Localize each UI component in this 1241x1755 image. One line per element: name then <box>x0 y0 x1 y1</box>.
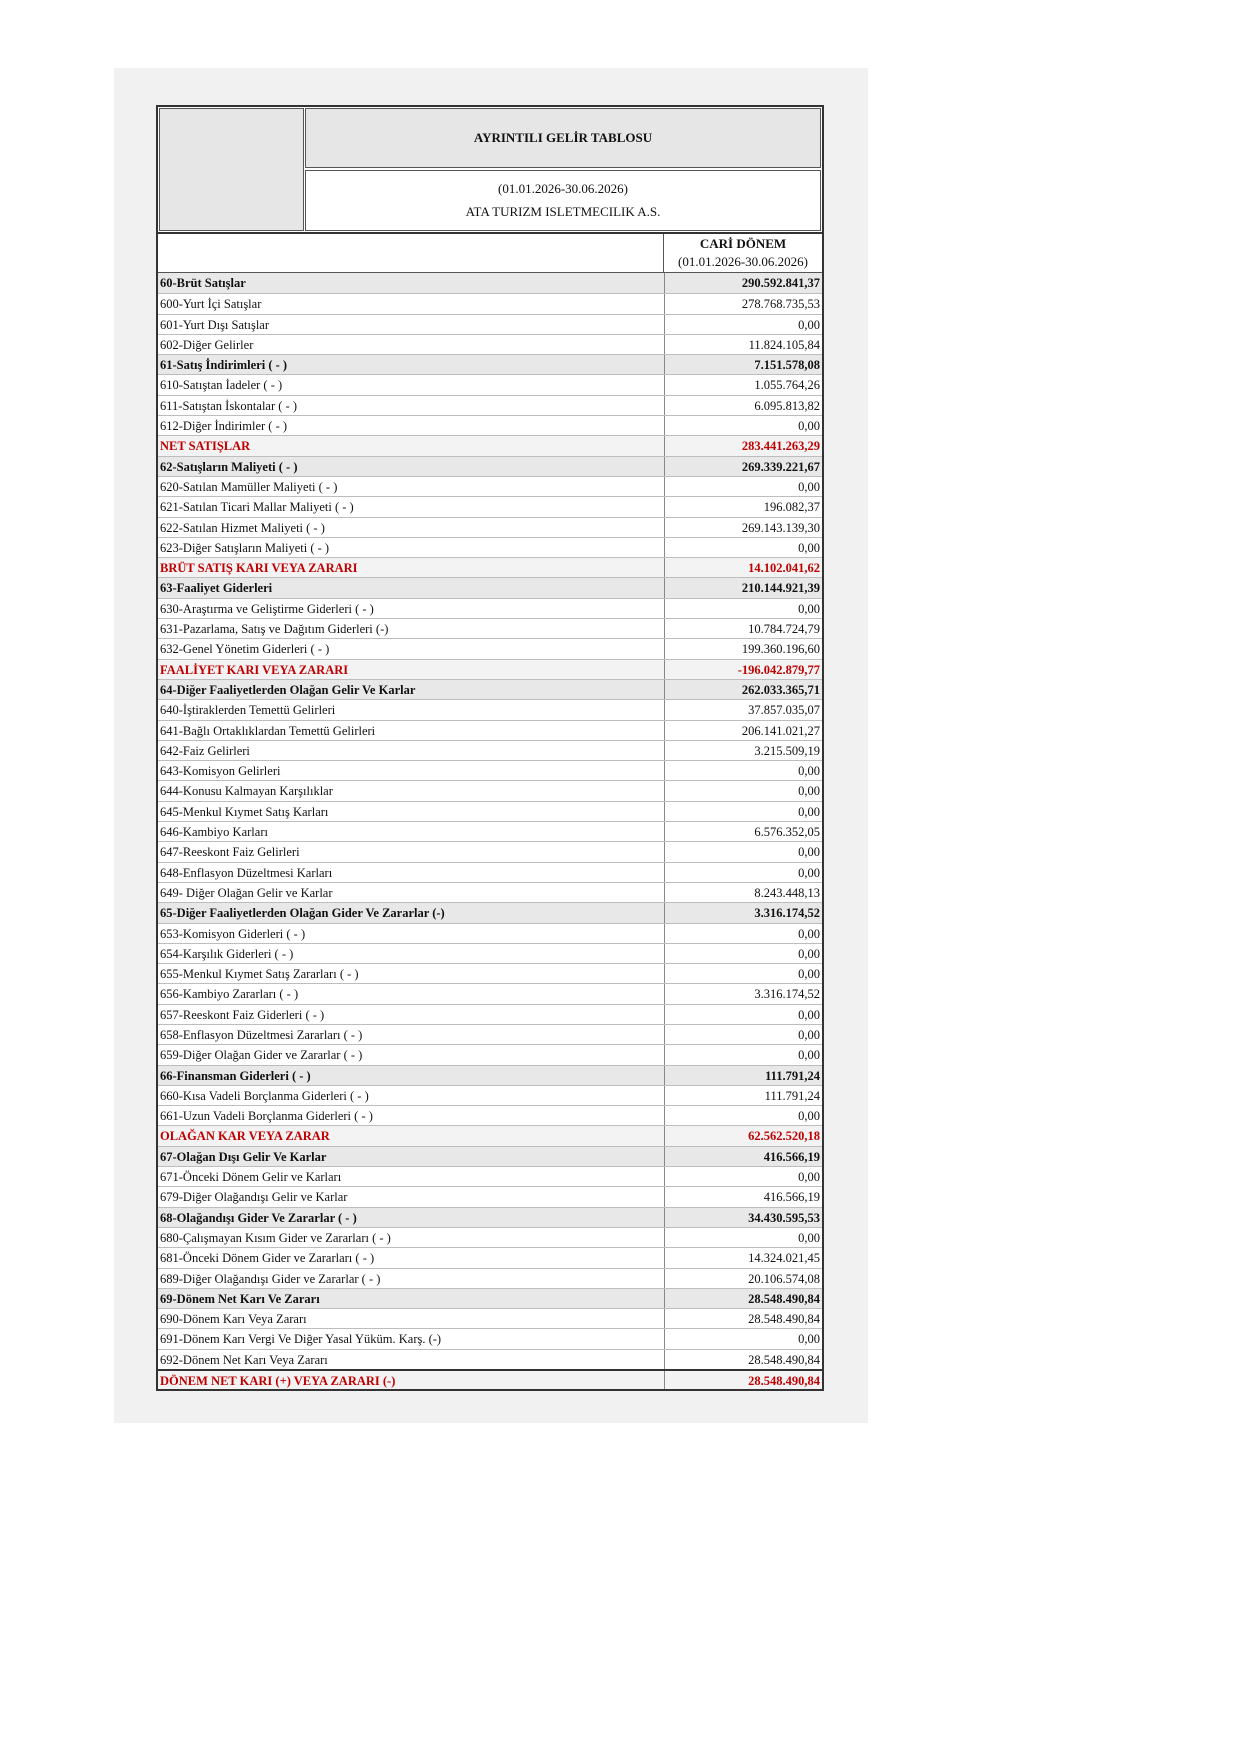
table-row <box>158 1024 822 1044</box>
table-row <box>158 314 822 334</box>
account-value: 0,00 <box>664 1167 822 1186</box>
account-label: 690-Dönem Karı Veya Zararı <box>160 1312 307 1327</box>
account-label: 659-Diğer Olağan Gider ve Zararlar ( - ) <box>160 1048 363 1063</box>
account-value: 0,00 <box>664 863 822 882</box>
account-value: 0,00 <box>664 1329 822 1348</box>
table-row <box>158 517 822 537</box>
account-value: 0,00 <box>664 1106 822 1125</box>
table-row <box>158 801 822 821</box>
account-label: OLAĞAN KAR VEYA ZARAR <box>160 1129 330 1144</box>
table-row <box>158 415 822 435</box>
table-row <box>158 638 822 658</box>
account-value: 0,00 <box>664 477 822 496</box>
account-value: 8.243.448,13 <box>664 883 822 902</box>
table-row <box>158 821 822 841</box>
account-value: 28.548.490,84 <box>664 1309 822 1328</box>
account-label: 681-Önceki Dönem Gider ve Zararları ( - ) <box>160 1251 375 1266</box>
account-label: 649- Diğer Olağan Gelir ve Karlar <box>160 885 333 900</box>
table-row <box>158 354 822 374</box>
table-row <box>158 679 822 699</box>
account-value: 14.102.041,62 <box>664 558 822 577</box>
table-row <box>158 983 822 1003</box>
table-row <box>158 557 822 577</box>
account-value: 283.441.263,29 <box>664 436 822 455</box>
table-row <box>158 659 822 679</box>
account-value: 6.095.813,82 <box>664 396 822 415</box>
account-label: 67-Olağan Dışı Gelir Ve Karlar <box>160 1149 327 1164</box>
account-label: DÖNEM NET KARI (+) VEYA ZARARI (-) <box>160 1374 396 1389</box>
account-value: 0,00 <box>664 416 822 435</box>
account-label: 612-Diğer İndirimler ( - ) <box>160 419 288 434</box>
account-value: 0,00 <box>664 944 822 963</box>
account-label: 60-Brüt Satışlar <box>160 276 246 290</box>
table-row <box>158 862 822 882</box>
table-row <box>158 841 822 861</box>
statement-header <box>158 107 822 234</box>
account-label: 62-Satışların Maliyeti ( - ) <box>160 459 298 474</box>
account-value: 0,00 <box>664 1005 822 1024</box>
table-row <box>158 1166 822 1186</box>
account-label: 660-Kısa Vadeli Borçlanma Giderleri ( - ) <box>160 1088 369 1103</box>
account-label: 671-Önceki Dönem Gelir ve Karları <box>160 1170 342 1185</box>
table-row <box>158 1328 822 1348</box>
account-label: 679-Diğer Olağandışı Gelir ve Karlar <box>160 1190 348 1205</box>
account-label: 655-Menkul Kıymet Satış Zararları ( - ) <box>160 967 359 982</box>
account-label: 656-Kambiyo Zararları ( - ) <box>160 987 299 1002</box>
account-value: 262.033.365,71 <box>664 680 822 699</box>
income-statement-table <box>156 105 824 1391</box>
account-value: 11.824.105,84 <box>664 335 822 354</box>
table-row <box>158 1146 822 1166</box>
account-value: 20.106.574,08 <box>664 1269 822 1288</box>
table-row <box>158 699 822 719</box>
statement-title: AYRINTILI GELİR TABLOSU <box>305 108 821 168</box>
account-label: 623-Diğer Satışların Maliyeti ( - ) <box>160 540 330 555</box>
account-value: 210.144.921,39 <box>664 578 822 597</box>
table-row <box>158 395 822 415</box>
table-row <box>158 1369 822 1389</box>
table-row <box>158 456 822 476</box>
account-label: 64-Diğer Faaliyetlerden Olağan Gelir Ve Karlar <box>160 682 416 697</box>
title-column <box>305 108 821 231</box>
account-label: 689-Diğer Olağandışı Gider ve Zararlar ( - ) <box>160 1271 381 1286</box>
account-label: 648-Enflasyon Düzeltmesi Karları <box>160 865 333 880</box>
account-value: 62.562.520,18 <box>664 1126 822 1145</box>
table-row <box>158 374 822 394</box>
table-row <box>158 273 822 293</box>
table-row <box>158 923 822 943</box>
account-label: 691-Dönem Karı Vergi Ve Diğer Yasal Yüküm. Karş. (-) <box>160 1332 442 1347</box>
account-value: 0,00 <box>664 964 822 983</box>
account-value: 0,00 <box>664 842 822 861</box>
table-row <box>158 902 822 922</box>
table-row <box>158 720 822 740</box>
statement-subtitle <box>305 170 821 231</box>
account-value: 196.082,37 <box>664 497 822 516</box>
account-label: 66-Finansman Giderleri ( - ) <box>160 1068 311 1083</box>
account-label: 620-Satılan Mamüller Maliyeti ( - ) <box>160 479 338 494</box>
account-label: 653-Komisyon Giderleri ( - ) <box>160 926 306 941</box>
table-row <box>158 1186 822 1206</box>
table-row <box>158 1349 822 1369</box>
table-row <box>158 1247 822 1267</box>
table-row <box>158 740 822 760</box>
account-label: BRÜT SATIŞ KARI VEYA ZARARI <box>160 561 358 576</box>
account-label: 600-Yurt İçi Satışlar <box>160 297 262 312</box>
account-value: 7.151.578,08 <box>664 355 822 374</box>
table-row <box>158 1308 822 1328</box>
account-label: 643-Komisyon Gelirleri <box>160 764 281 779</box>
account-value: 10.784.724,79 <box>664 619 822 638</box>
account-label: 65-Diğer Faaliyetlerden Olağan Gider Ve Zararlar (-) <box>160 906 445 921</box>
account-label: 611-Satıştan İskontalar ( - ) <box>160 398 297 413</box>
account-value: 28.548.490,84 <box>664 1350 822 1369</box>
account-label: 63-Faaliyet Giderleri <box>160 581 273 596</box>
account-value: 416.566,19 <box>664 1147 822 1166</box>
account-value: 3.215.509,19 <box>664 741 822 760</box>
account-value: 416.566,19 <box>664 1187 822 1206</box>
account-value: 0,00 <box>664 924 822 943</box>
account-value: 0,00 <box>664 538 822 557</box>
statement-period: (01.01.2026-30.06.2026) <box>498 180 628 196</box>
account-label: 647-Reeskont Faiz Gelirleri <box>160 845 300 860</box>
account-label: 61-Satış İndirimleri ( - ) <box>160 358 288 373</box>
account-label: 645-Menkul Kıymet Satış Karları <box>160 804 329 819</box>
table-row <box>158 1065 822 1085</box>
account-value: 269.339.221,67 <box>664 457 822 476</box>
account-value: 0,00 <box>664 599 822 618</box>
current-period-title: CARİ DÖNEM <box>699 236 787 251</box>
account-value: 290.592.841,37 <box>664 273 822 293</box>
account-value: 28.548.490,84 <box>664 1371 822 1389</box>
logo-placeholder <box>159 108 304 231</box>
account-value: 269.143.139,30 <box>664 518 822 537</box>
account-label: 632-Genel Yönetim Giderleri ( - ) <box>160 642 330 657</box>
account-label: 644-Konusu Kalmayan Karşılıklar <box>160 784 333 799</box>
account-label: 601-Yurt Dışı Satışlar <box>160 317 270 332</box>
table-row <box>158 882 822 902</box>
current-period-dates: (01.01.2026-30.06.2026) <box>678 254 808 269</box>
account-value: 199.360.196,60 <box>664 639 822 658</box>
account-value: 3.316.174,52 <box>664 984 822 1003</box>
account-label: 622-Satılan Hizmet Maliyeti ( - ) <box>160 520 325 535</box>
account-value: 37.857.035,07 <box>664 700 822 719</box>
table-row <box>158 963 822 983</box>
table-row <box>158 476 822 496</box>
table-row <box>158 577 822 597</box>
account-label: 641-Bağlı Ortaklıklardan Temettü Gelirleri <box>160 723 376 738</box>
account-label: 661-Uzun Vadeli Borçlanma Giderleri ( - ) <box>160 1109 373 1124</box>
table-row <box>158 1004 822 1024</box>
table-row <box>158 537 822 557</box>
table-row <box>158 1105 822 1125</box>
account-value: 0,00 <box>664 761 822 780</box>
table-row <box>158 293 822 313</box>
table-row <box>158 1085 822 1105</box>
account-value: 0,00 <box>664 781 822 800</box>
column-header <box>158 234 822 273</box>
account-value: 14.324.021,45 <box>664 1248 822 1267</box>
table-row <box>158 780 822 800</box>
account-label: 654-Karşılık Giderleri ( - ) <box>160 946 294 961</box>
account-value: 28.548.490,84 <box>664 1289 822 1308</box>
table-row <box>158 1227 822 1247</box>
account-label: 631-Pazarlama, Satış ve Dağıtım Giderleri (-) <box>160 622 389 637</box>
account-value: -196.042.879,77 <box>664 660 822 679</box>
account-label: NET SATIŞLAR <box>160 439 251 454</box>
account-label: 658-Enflasyon Düzeltmesi Zararları ( - ) <box>160 1027 363 1042</box>
account-label: 692-Dönem Net Karı Veya Zararı <box>160 1352 328 1367</box>
account-label: 680-Çalışmayan Kısım Gider ve Zararları ( - ) <box>160 1230 391 1245</box>
account-value: 278.768.735,53 <box>664 294 822 313</box>
statement-rows <box>158 273 822 1389</box>
account-label: 621-Satılan Ticari Mallar Maliyeti ( - ) <box>160 500 354 515</box>
account-value: 111.791,24 <box>664 1086 822 1105</box>
account-value: 206.141.021,27 <box>664 721 822 740</box>
account-value: 0,00 <box>664 802 822 821</box>
account-value: 3.316.174,52 <box>664 903 822 922</box>
account-value: 1.055.764,26 <box>664 375 822 394</box>
account-value: 0,00 <box>664 315 822 334</box>
account-label: 646-Kambiyo Karları <box>160 825 268 840</box>
account-value: 0,00 <box>664 1045 822 1064</box>
account-label: 610-Satıştan İadeler ( - ) <box>160 378 283 393</box>
account-value: 6.576.352,05 <box>664 822 822 841</box>
table-row <box>158 943 822 963</box>
account-label: 640-İştiraklerden Temettü Gelirleri <box>160 703 336 718</box>
table-row <box>158 760 822 780</box>
table-row <box>158 1268 822 1288</box>
table-row <box>158 1207 822 1227</box>
period-column-header <box>663 234 822 272</box>
table-row <box>158 618 822 638</box>
table-row <box>158 1288 822 1308</box>
table-row <box>158 334 822 354</box>
account-value: 0,00 <box>664 1228 822 1247</box>
company-name: ATA TURIZM ISLETMECILIK A.S. <box>465 204 661 220</box>
label-column-header <box>158 234 663 272</box>
account-label: 602-Diğer Gelirler <box>160 337 254 352</box>
table-row <box>158 496 822 516</box>
account-label: 630-Araştırma ve Geliştirme Giderleri ( - ) <box>160 601 374 616</box>
account-label: 68-Olağandışı Gider Ve Zararlar ( - ) <box>160 1210 357 1225</box>
table-row <box>158 1044 822 1064</box>
table-row <box>158 435 822 455</box>
account-value: 34.430.595,53 <box>664 1208 822 1227</box>
account-label: 69-Dönem Net Karı Ve Zararı <box>160 1291 320 1306</box>
account-value: 111.791,24 <box>664 1066 822 1085</box>
account-value: 0,00 <box>664 1025 822 1044</box>
account-label: 657-Reeskont Faiz Giderleri ( - ) <box>160 1007 325 1022</box>
account-label: 642-Faiz Gelirleri <box>160 743 250 758</box>
table-row <box>158 598 822 618</box>
account-label: FAALİYET KARI VEYA ZARARI <box>160 662 349 677</box>
table-row <box>158 1125 822 1145</box>
